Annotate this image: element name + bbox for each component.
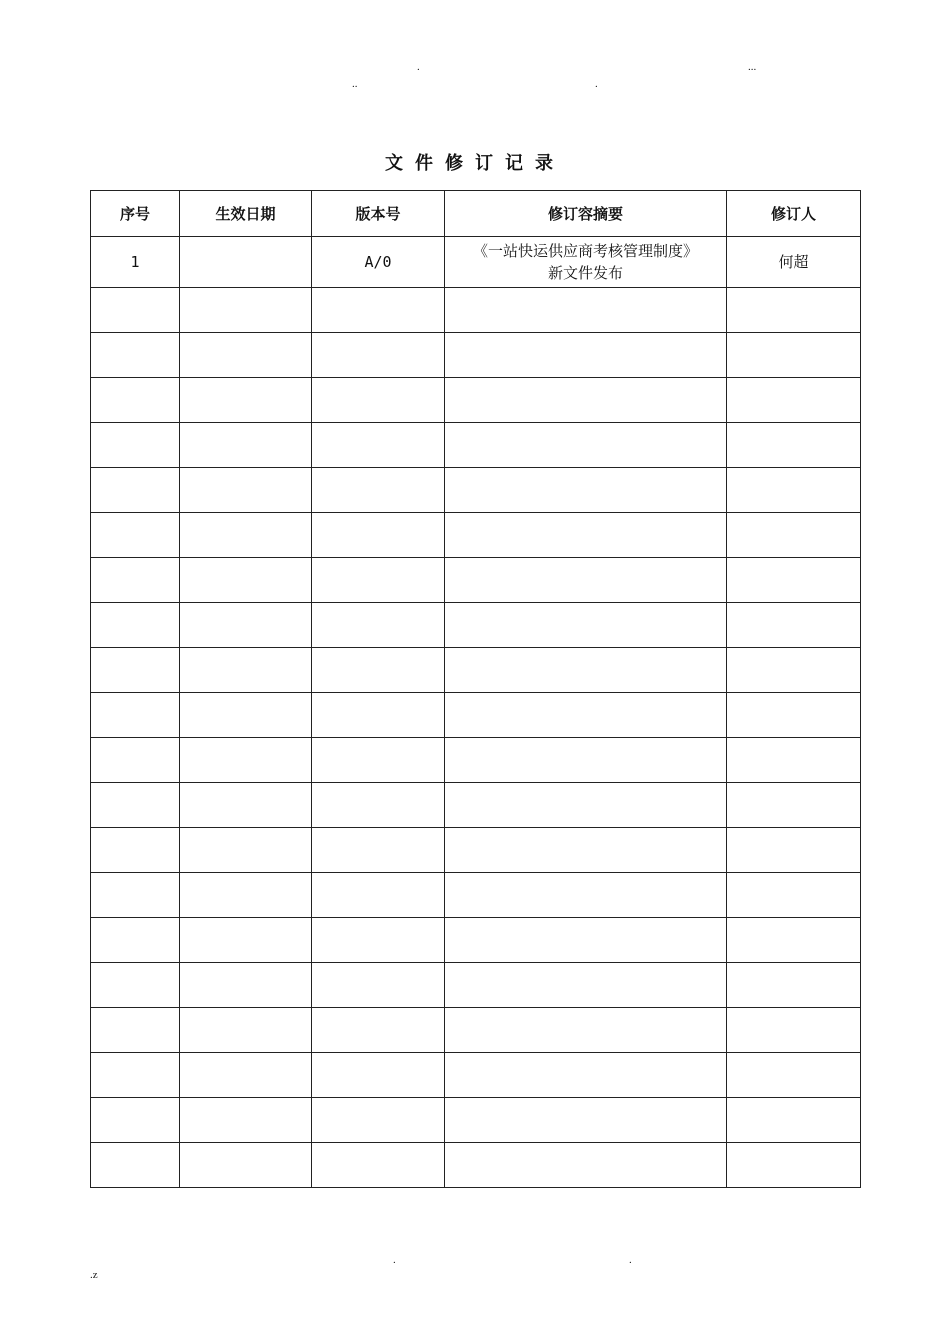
cell-summary bbox=[445, 783, 727, 828]
cell-seq bbox=[91, 513, 180, 558]
cell-seq bbox=[91, 423, 180, 468]
header-mark: .. bbox=[352, 78, 358, 90]
cell-version bbox=[312, 738, 445, 783]
cell-seq bbox=[91, 468, 180, 513]
cell-reviser bbox=[727, 648, 861, 693]
cell-effective-date bbox=[180, 558, 312, 603]
table-row bbox=[91, 828, 861, 873]
cell-summary bbox=[445, 1143, 727, 1188]
cell-seq bbox=[91, 873, 180, 918]
cell-reviser bbox=[727, 738, 861, 783]
cell-effective-date bbox=[180, 648, 312, 693]
header-reviser: 修订人 bbox=[727, 191, 861, 237]
cell-effective-date bbox=[180, 738, 312, 783]
cell-effective-date bbox=[180, 603, 312, 648]
table-row bbox=[91, 423, 861, 468]
cell-seq bbox=[91, 333, 180, 378]
cell-seq bbox=[91, 1098, 180, 1143]
cell-seq bbox=[91, 1008, 180, 1053]
header-version: 版本号 bbox=[312, 191, 445, 237]
table-row bbox=[91, 873, 861, 918]
cell-reviser bbox=[727, 828, 861, 873]
table-row bbox=[91, 333, 861, 378]
table-row bbox=[91, 1008, 861, 1053]
cell-seq bbox=[91, 783, 180, 828]
cell-reviser bbox=[727, 1143, 861, 1188]
cell-reviser bbox=[727, 378, 861, 423]
summary-line: 《一站快运供应商考核管理制度》 bbox=[472, 242, 698, 260]
cell-version bbox=[312, 423, 445, 468]
footer-mark: . bbox=[393, 1254, 396, 1266]
header-effective-date: 生效日期 bbox=[180, 191, 312, 237]
cell-version: A/0 bbox=[312, 237, 445, 288]
cell-version bbox=[312, 288, 445, 333]
table-row bbox=[91, 558, 861, 603]
cell-summary bbox=[445, 237, 727, 288]
table-row bbox=[91, 783, 861, 828]
cell-effective-date bbox=[180, 693, 312, 738]
cell-seq bbox=[91, 828, 180, 873]
cell-summary bbox=[445, 1008, 727, 1053]
table-row bbox=[91, 963, 861, 1008]
cell-version bbox=[312, 468, 445, 513]
cell-summary bbox=[445, 648, 727, 693]
cell-seq bbox=[91, 603, 180, 648]
footer-mark: .z bbox=[90, 1269, 98, 1281]
cell-effective-date bbox=[180, 333, 312, 378]
cell-summary bbox=[445, 873, 727, 918]
header-mark: . bbox=[417, 61, 420, 73]
cell-summary bbox=[445, 828, 727, 873]
table-row bbox=[91, 693, 861, 738]
cell-version bbox=[312, 333, 445, 378]
cell-effective-date bbox=[180, 378, 312, 423]
cell-effective-date bbox=[180, 918, 312, 963]
cell-effective-date bbox=[180, 513, 312, 558]
cell-reviser bbox=[727, 288, 861, 333]
table-row bbox=[91, 648, 861, 693]
cell-effective-date bbox=[180, 1143, 312, 1188]
table-row bbox=[91, 1053, 861, 1098]
cell-effective-date bbox=[180, 873, 312, 918]
cell-reviser bbox=[727, 558, 861, 603]
cell-reviser bbox=[727, 1098, 861, 1143]
header-mark: . bbox=[595, 78, 598, 90]
cell-reviser bbox=[727, 468, 861, 513]
cell-reviser bbox=[727, 693, 861, 738]
table-row bbox=[91, 603, 861, 648]
cell-effective-date bbox=[180, 783, 312, 828]
table-row bbox=[91, 237, 861, 288]
cell-summary bbox=[445, 513, 727, 558]
cell-reviser: 何超 bbox=[727, 237, 861, 288]
cell-summary bbox=[445, 333, 727, 378]
cell-effective-date bbox=[180, 963, 312, 1008]
cell-reviser bbox=[727, 963, 861, 1008]
table-row bbox=[91, 1143, 861, 1188]
header-summary: 修订容摘要 bbox=[445, 191, 727, 237]
cell-effective-date bbox=[180, 288, 312, 333]
cell-seq bbox=[91, 693, 180, 738]
cell-version bbox=[312, 1008, 445, 1053]
cell-version bbox=[312, 918, 445, 963]
cell-version bbox=[312, 1098, 445, 1143]
cell-summary bbox=[445, 558, 727, 603]
cell-seq bbox=[91, 963, 180, 1008]
cell-version bbox=[312, 828, 445, 873]
cell-effective-date bbox=[180, 1008, 312, 1053]
cell-reviser bbox=[727, 783, 861, 828]
cell-summary bbox=[445, 378, 727, 423]
cell-reviser bbox=[727, 423, 861, 468]
table-row bbox=[91, 378, 861, 423]
table-row bbox=[91, 288, 861, 333]
cell-summary bbox=[445, 423, 727, 468]
cell-version bbox=[312, 693, 445, 738]
cell-effective-date bbox=[180, 828, 312, 873]
footer-mark: . bbox=[629, 1254, 632, 1266]
cell-summary bbox=[445, 963, 727, 1008]
cell-reviser bbox=[727, 513, 861, 558]
cell-seq bbox=[91, 288, 180, 333]
cell-summary bbox=[445, 1053, 727, 1098]
cell-summary bbox=[445, 918, 727, 963]
cell-seq: 1 bbox=[91, 237, 180, 288]
cell-version bbox=[312, 378, 445, 423]
cell-reviser bbox=[727, 918, 861, 963]
cell-version bbox=[312, 603, 445, 648]
cell-seq bbox=[91, 378, 180, 423]
cell-reviser bbox=[727, 1053, 861, 1098]
document-title: 文件修订记录 bbox=[385, 153, 565, 174]
cell-version bbox=[312, 513, 445, 558]
cell-reviser bbox=[727, 603, 861, 648]
table-row bbox=[91, 513, 861, 558]
cell-version bbox=[312, 783, 445, 828]
table-row bbox=[91, 468, 861, 513]
cell-reviser bbox=[727, 1008, 861, 1053]
cell-version bbox=[312, 558, 445, 603]
cell-reviser bbox=[727, 333, 861, 378]
cell-reviser bbox=[727, 873, 861, 918]
cell-summary bbox=[445, 603, 727, 648]
cell-version bbox=[312, 1143, 445, 1188]
cell-summary bbox=[445, 1098, 727, 1143]
cell-seq bbox=[91, 1143, 180, 1188]
summary-line: 新文件发布 bbox=[547, 264, 623, 282]
cell-version bbox=[312, 873, 445, 918]
cell-effective-date bbox=[180, 1053, 312, 1098]
cell-seq bbox=[91, 1053, 180, 1098]
cell-seq bbox=[91, 558, 180, 603]
cell-summary bbox=[445, 468, 727, 513]
cell-summary bbox=[445, 738, 727, 783]
cell-seq bbox=[91, 648, 180, 693]
table-row bbox=[91, 918, 861, 963]
cell-version bbox=[312, 1053, 445, 1098]
cell-summary bbox=[445, 288, 727, 333]
cell-version bbox=[312, 963, 445, 1008]
cell-effective-date bbox=[180, 237, 312, 288]
cell-summary bbox=[445, 693, 727, 738]
cell-effective-date bbox=[180, 423, 312, 468]
header-mark: ... bbox=[748, 61, 757, 73]
header-seq: 序号 bbox=[91, 191, 180, 237]
table-row bbox=[91, 738, 861, 783]
revision-record-table bbox=[90, 190, 861, 1188]
cell-seq bbox=[91, 738, 180, 783]
cell-version bbox=[312, 648, 445, 693]
cell-seq bbox=[91, 918, 180, 963]
table-row bbox=[91, 1098, 861, 1143]
cell-effective-date bbox=[180, 468, 312, 513]
cell-effective-date bbox=[180, 1098, 312, 1143]
table-header-row bbox=[91, 191, 861, 237]
